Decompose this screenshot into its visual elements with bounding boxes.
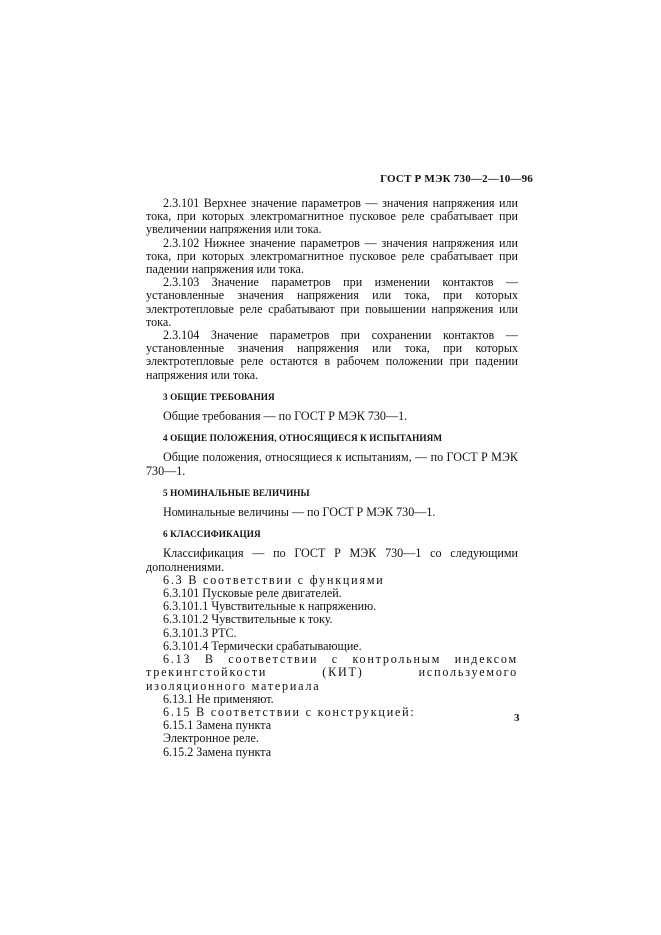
clause-6-3-101-1: 6.3.101.1 Чувствительные к напряжению. — [163, 599, 377, 614]
page-number: 3 — [514, 712, 520, 724]
definition-2-3-102: 2.3.102 Нижнее значение параметров — значения напряжения или тока, при которых электромагнитное пусковое реле срабатывает при падении напряжения или тока. — [146, 235, 518, 277]
document-code-header: ГОСТ Р МЭК 730—2—10—96 — [380, 173, 533, 185]
section-3-text: Общие требования — по ГОСТ Р МЭК 730—1. — [163, 409, 408, 424]
spacer — [146, 519, 518, 528]
clause-6-3-101-4: 6.3.101.4 Термически срабатывающие. — [163, 638, 362, 653]
document-body — [146, 197, 518, 759]
clause-6-3-101: 6.3.101 Пусковые реле двигателей. — [163, 586, 342, 601]
definition-2-3-104: 2.3.104 Значение параметров при сохранении контактов — установленные значения напряжения или тока, при которых электротепловые реле остаются в рабочем положении при падении напряжения или тока. — [146, 328, 518, 382]
clause-6-3: 6.3 В соответствии с функциями — [163, 572, 385, 587]
clause-6-15-1: 6.15.1 Замена пункта — [163, 718, 272, 733]
section-6-intro: Классификация — по ГОСТ Р МЭК 730—1 со следующими дополнениями. — [146, 546, 518, 574]
clause-6-13-1: 6.13.1 Не применяют. — [163, 691, 274, 706]
clause-6-3-101-2: 6.3.101.2 Чувствительные к току. — [163, 612, 333, 627]
section-5-text: Номинальные величины — по ГОСТ Р МЭК 730—1. — [163, 505, 436, 520]
section-4-text: Общие положения, относящиеся к испытаниям, — по ГОСТ Р МЭК 730—1. — [146, 450, 518, 478]
section-4-heading: 4 ОБЩИЕ ПОЛОЖЕНИЯ, ОТНОСЯЩИЕСЯ К ИСПЫТАНИЯМ — [163, 433, 443, 444]
spacer — [146, 478, 518, 487]
clause-6-3-101-3: 6.3.101.3 PTC. — [163, 625, 237, 640]
section-5-heading: 5 НОМИНАЛЬНЫЕ ВЕЛИЧИНЫ — [163, 487, 310, 498]
spacer — [146, 382, 518, 391]
section-3-heading: 3 ОБЩИЕ ТРЕБОВАНИЯ — [163, 391, 275, 402]
section-6-heading: 6 КЛАССИФИКАЦИЯ — [163, 529, 261, 540]
definition-2-3-103: 2.3.103 Значение параметров при изменении контактов — установленные значения напряжения или тока, при которых электротепловые реле срабатывают при повышении напряжения или тока. — [146, 275, 518, 329]
clause-6-15-1-text: Электронное реле. — [163, 731, 259, 746]
clause-6-15-2: 6.15.2 Замена пункта — [163, 744, 272, 759]
clause-6-15: 6.15 В соответствии с конструкцией: — [163, 704, 416, 719]
clause-6-13: 6.13 В соответствии с контрольным индексом трекингстойкости (КИТ) используемого изоляционного материала — [146, 652, 518, 693]
spacer — [146, 423, 518, 432]
definition-2-3-101: 2.3.101 Верхнее значение параметров — значения напряжения или тока, при которых электромагнитное пусковое реле срабатывает при увеличении напряжения или тока. — [146, 196, 518, 237]
